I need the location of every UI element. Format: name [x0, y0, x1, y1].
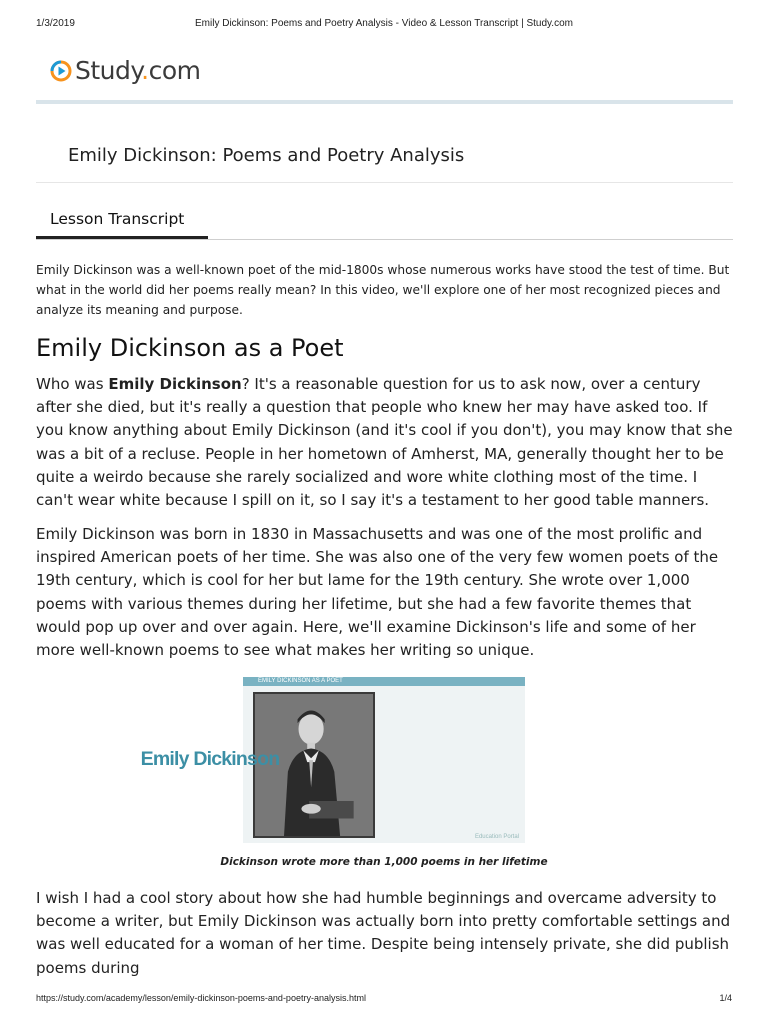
logo-dot: . — [141, 56, 149, 85]
tab-lesson-transcript[interactable]: Lesson Transcript — [50, 210, 185, 228]
paragraph-3: I wish I had a cool story about how she had humble beginnings and overcame adversity to become a writer, but Emily Dickinson was actually born into pretty comfortable settings and was well educated for a woman of her time. Despite being intensely private, she did publish poems during — [36, 889, 731, 977]
logo-text-tld: com — [148, 56, 201, 85]
logo-wordmark — [75, 56, 200, 86]
lesson-title: Emily Dickinson: Poems and Poetry Analysis — [68, 145, 465, 166]
print-date: 1/3/2019 — [36, 18, 75, 29]
active-tab-indicator — [36, 236, 208, 239]
print-url: https://study.com/academy/lesson/emily-dickinson-poems-and-poetry-analysis.html — [36, 993, 366, 1003]
tab-divider — [36, 239, 733, 240]
lesson-summary: Emily Dickinson was a well-known poet of the mid-1800s whose numerous works have stood the test of time. But what in the world did her poems really mean? In this video, we'll explore one of her most recognized pieces and analyze its meaning and purpose. — [36, 263, 730, 317]
figure-watermark: Education Portal — [474, 834, 519, 840]
paragraph-2: Emily Dickinson was born in 1830 in Massachusetts and was one of the most prolific and inspired American poets of her time. She was also one of the very few women poets of the 19th century, which is cool for her but lame for the 19th century. She wrote over 1,000 poems with various themes during her lifetime, but she had a few favorite themes that would pop up over and over again. Here, we'll examine Dickinson's life and some of her more well-known poems to see what makes her writing so unique. — [36, 525, 719, 660]
p1-bold-name: Emily Dickinson — [108, 375, 242, 393]
header-divider — [36, 100, 733, 104]
figure-title-bar — [243, 677, 525, 686]
lesson-figure — [243, 677, 525, 843]
print-header — [36, 18, 732, 32]
title-divider — [36, 182, 733, 183]
p1-before: Who was — [36, 375, 109, 393]
play-circle-icon — [50, 60, 72, 82]
p1-after: ? It's a reasonable question for us to ask now, over a century after she died, but it's really a question that people who knew her may have asked too. If you know anything about Emily Dickinson (and it's cool if you don't), you may know that she was a bit of a recluse. People in her hometown of Amherst, MA, generally thought her to be quite a weirdo because she rarely socialized and wore white clothing most of the time. I can't wear white because I spill on it, so I say it's a testament to her good table manners. — [36, 375, 733, 510]
logo-text-main: Study — [75, 56, 142, 85]
figure-name-text: Emily Dickinson — [140, 748, 280, 770]
figure-caption: Dickinson wrote more than 1,000 poems in her lifetime — [220, 856, 548, 868]
study-logo[interactable] — [50, 56, 200, 86]
print-page-number: 1/4 — [719, 993, 732, 1003]
figure-bar-text: EMILY DICKINSON AS A POET — [258, 678, 343, 684]
print-footer — [36, 993, 732, 1007]
paragraph-1 — [36, 373, 736, 512]
print-page-title: Emily Dickinson: Poems and Poetry Analysis - Video & Lesson Transcript | Study.com — [195, 18, 573, 29]
section-heading: Emily Dickinson as a Poet — [36, 334, 344, 362]
